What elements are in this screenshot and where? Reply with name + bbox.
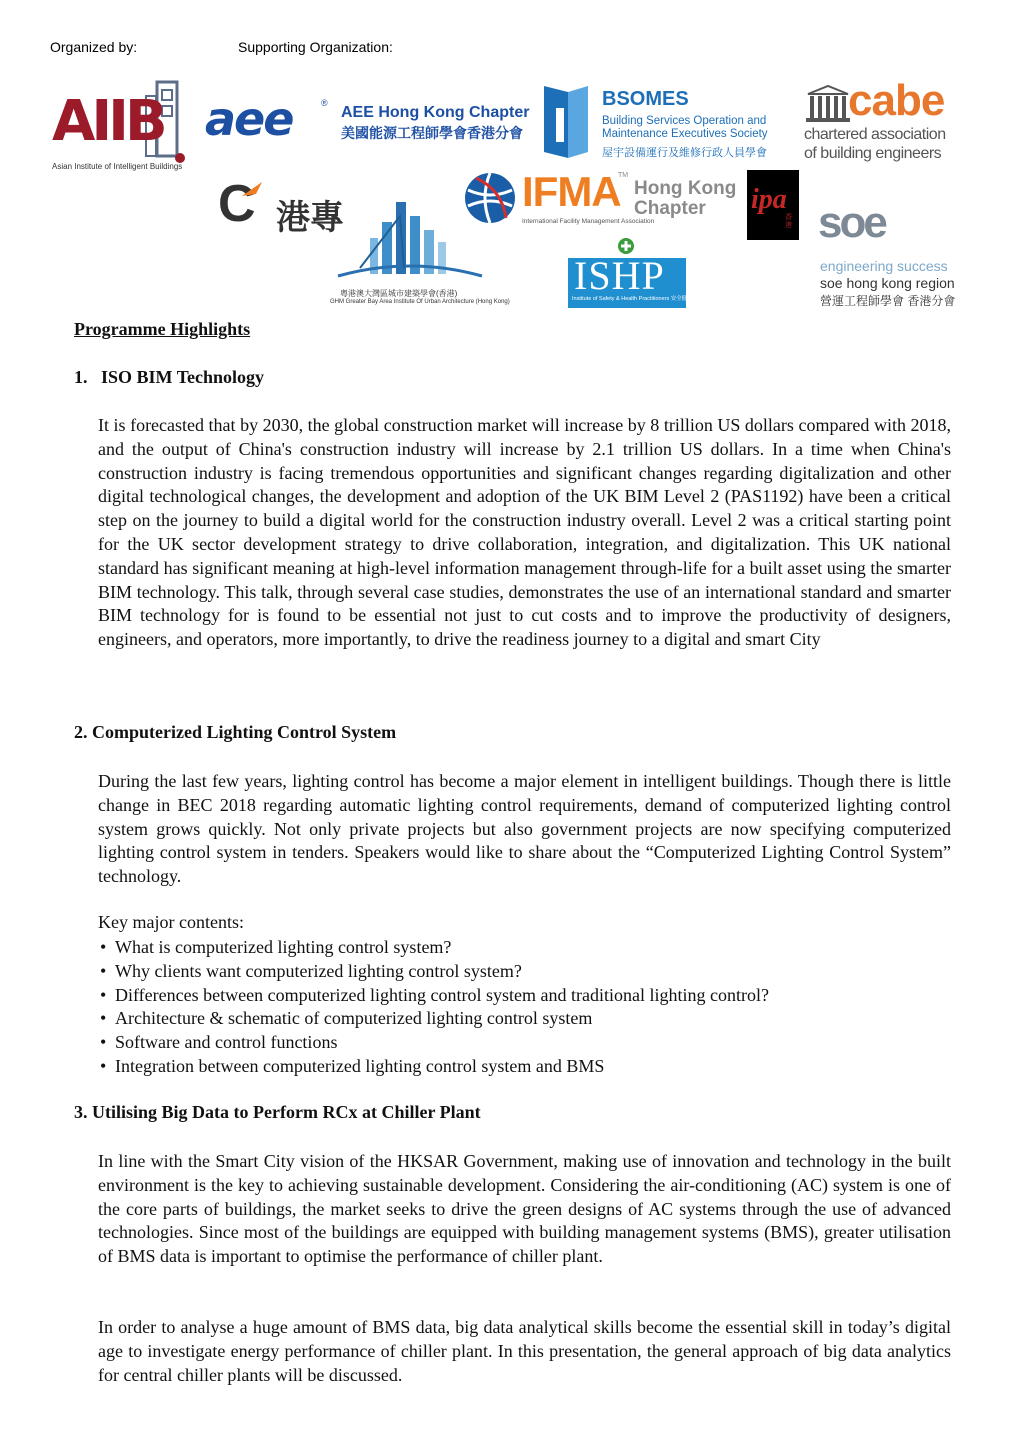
list-item bbox=[98, 1031, 958, 1055]
soe-logo bbox=[818, 198, 998, 308]
hkcc-accent-icon bbox=[242, 182, 262, 198]
aiib-logo bbox=[50, 76, 190, 176]
cabe-line2: of building engineers bbox=[804, 145, 942, 162]
list-item-text: Why clients want computerized lighting control system? bbox=[115, 960, 522, 981]
bsomes-line3: 屋宇設備運行及維修行政人員學會 bbox=[602, 147, 767, 159]
ishp-caption: Institute of Safety & Health Practitioners 安全健康師學會 bbox=[572, 296, 710, 302]
aee-registered: ® bbox=[321, 98, 328, 108]
list-item bbox=[98, 1055, 958, 1079]
section-2-list bbox=[98, 936, 958, 1079]
list-item-text: Differences between computerized lighting control system and traditional lighting control? bbox=[115, 984, 769, 1005]
section-1-paragraph: It is forecasted that by 2030, the global construction market will increase by 8 trillion US dollars compared with 2018, and the output of China's construction industry will increase by 2.1 trillion US dollars. In a time when China's construction industry is facing tremendous opportunities and significant changes regarding digitalization and other digital technological changes, the development and adoption of the UK BIM Level 2 (PAS1192) have been a critical step on the journey to build a digital world for the construction industry overall. Level 2 was a critical starting point for the UK sector development strategy to drive collaboration, integration, and digitalization. This UK national standard has significant meaning at high-level information management through-life for a built asset using the smarter BIM technology. This talk, through several case studies, demonstrates the use of an international standard and smarter BIM technology for is found to be essential not just to cut costs and to improve the productivity of designers, engineers, and operators, more importantly, to drive the readiness journey to a digital and smart City bbox=[98, 415, 951, 650]
ifma-tm: TM bbox=[618, 172, 629, 179]
ifma-line2: Chapter bbox=[634, 198, 706, 219]
soe-line2: soe hong kong region bbox=[820, 275, 955, 291]
ishp-mark: ISHP bbox=[574, 253, 665, 298]
soe-line1: engineering success bbox=[820, 258, 948, 274]
hkcc-mark: C bbox=[218, 175, 256, 233]
bsomes-building-icon bbox=[538, 82, 594, 160]
cabe-mark: cabe bbox=[848, 76, 945, 125]
ipa-side-text: 香港 bbox=[785, 214, 792, 229]
cabe-logo bbox=[804, 76, 964, 164]
section-3-heading: 3. Utilising Big Data to Perform RCx at Chiller Plant bbox=[74, 1102, 481, 1122]
soe-line3: 營運工程師學會 香港分會 bbox=[820, 294, 956, 308]
supporting-organization-label: Supporting Organization: bbox=[238, 39, 393, 55]
ghm-caption-1: 粵港澳大灣區城市建築學會(香港) bbox=[340, 289, 458, 298]
bullet-icon: • bbox=[100, 984, 107, 1005]
bsomes-mark: BSOMES bbox=[602, 88, 689, 110]
section-3-paragraph-2: In order to analyse a huge amount of BMS data, big data analytical skills become the essential skill in today’s digital age to investigate energy performance of chiller plant. In this presentation, the general approach of big data analytics for central chiller plants will be discussed. bbox=[98, 1317, 951, 1385]
bsomes-line1: Building Services Operation and bbox=[602, 115, 767, 127]
ipa-mark: ipa bbox=[751, 184, 787, 215]
aee-line2: 美國能源工程師學會香港分會 bbox=[341, 125, 523, 141]
bsomes-line2: Maintenance Executives Society bbox=[602, 128, 768, 140]
list-item-text: Software and control functions bbox=[115, 1032, 338, 1053]
section-2-heading: 2. Computerized Lighting Control System bbox=[74, 722, 397, 742]
bullet-icon: • bbox=[100, 937, 107, 957]
list-item bbox=[98, 936, 958, 960]
list-item bbox=[98, 960, 958, 984]
ghm-caption-2: GHM Greater Bay Area Institute Of Urban Architecture (Hong Kong) bbox=[330, 299, 510, 305]
section-2-paragraph: During the last few years, lighting control has become a major element in intelligent buildings. Though there is little change in BEC 2018 regarding automatic lighting control requirements, demand of computerized lighting control system grows quickly. Not only private projects but also government projects are now specifying computerized lighting control system in tenders. Speakers would like to share about the “Computerized Lighting Control System” technology. bbox=[98, 771, 951, 887]
aiib-mark: AIIB bbox=[52, 89, 164, 154]
soe-mark: soe bbox=[818, 198, 885, 247]
list-item bbox=[98, 1007, 958, 1031]
page-title: Programme Highlights bbox=[74, 319, 251, 339]
bullet-icon: • bbox=[100, 960, 107, 981]
list-item-text: What is computerized lighting control system? bbox=[115, 937, 452, 957]
aiib-caption: Asian Institute of Intelligent Buildings bbox=[52, 162, 183, 171]
organized-by-label: Organized by: bbox=[50, 39, 138, 55]
bsomes-logo bbox=[538, 82, 788, 162]
ifma-caption: International Facility Management Association bbox=[522, 218, 655, 225]
ifma-mark: IFMA bbox=[522, 168, 621, 215]
section-2-list-title: Key major contents: bbox=[98, 912, 244, 932]
cabe-building-icon bbox=[804, 84, 852, 124]
list-item bbox=[98, 984, 958, 1008]
bullet-icon: • bbox=[100, 1032, 107, 1053]
ifma-line1: Hong Kong bbox=[634, 178, 737, 199]
ipa-logo bbox=[747, 170, 799, 240]
list-item-text: Architecture & schematic of computerized lighting control system bbox=[115, 1008, 593, 1029]
cabe-line1: chartered association bbox=[804, 126, 946, 143]
aee-line1: AEE Hong Kong Chapter bbox=[341, 104, 530, 121]
aee-logo bbox=[205, 92, 535, 148]
bullet-icon: • bbox=[100, 1008, 107, 1029]
ishp-logo bbox=[568, 238, 710, 310]
bullet-icon: • bbox=[100, 1055, 107, 1076]
section-3-paragraph-1: In line with the Smart City vision of the HKSAR Government, making use of innovation and technology in the built environment is the key to achieving sustainable development. Considering the air-conditioning (AC) system is one of the core parts of buildings, the market seeks to drive the green designs of AC systems through the use of advanced technologies. Since most of the buildings are equipped with building management systems (BMS), greater utilisation of BMS data is important to optimise the performance of chiller plant. bbox=[98, 1151, 951, 1267]
hkcc-text: 港專 bbox=[276, 199, 344, 237]
ifma-globe-icon bbox=[462, 170, 520, 226]
aee-mark: aee bbox=[205, 92, 293, 146]
ifma-logo bbox=[462, 168, 737, 230]
list-item-text: Integration between computerized lighting control system and BMS bbox=[115, 1055, 605, 1076]
section-1-heading: 1. ISO BIM Technology bbox=[74, 367, 265, 387]
